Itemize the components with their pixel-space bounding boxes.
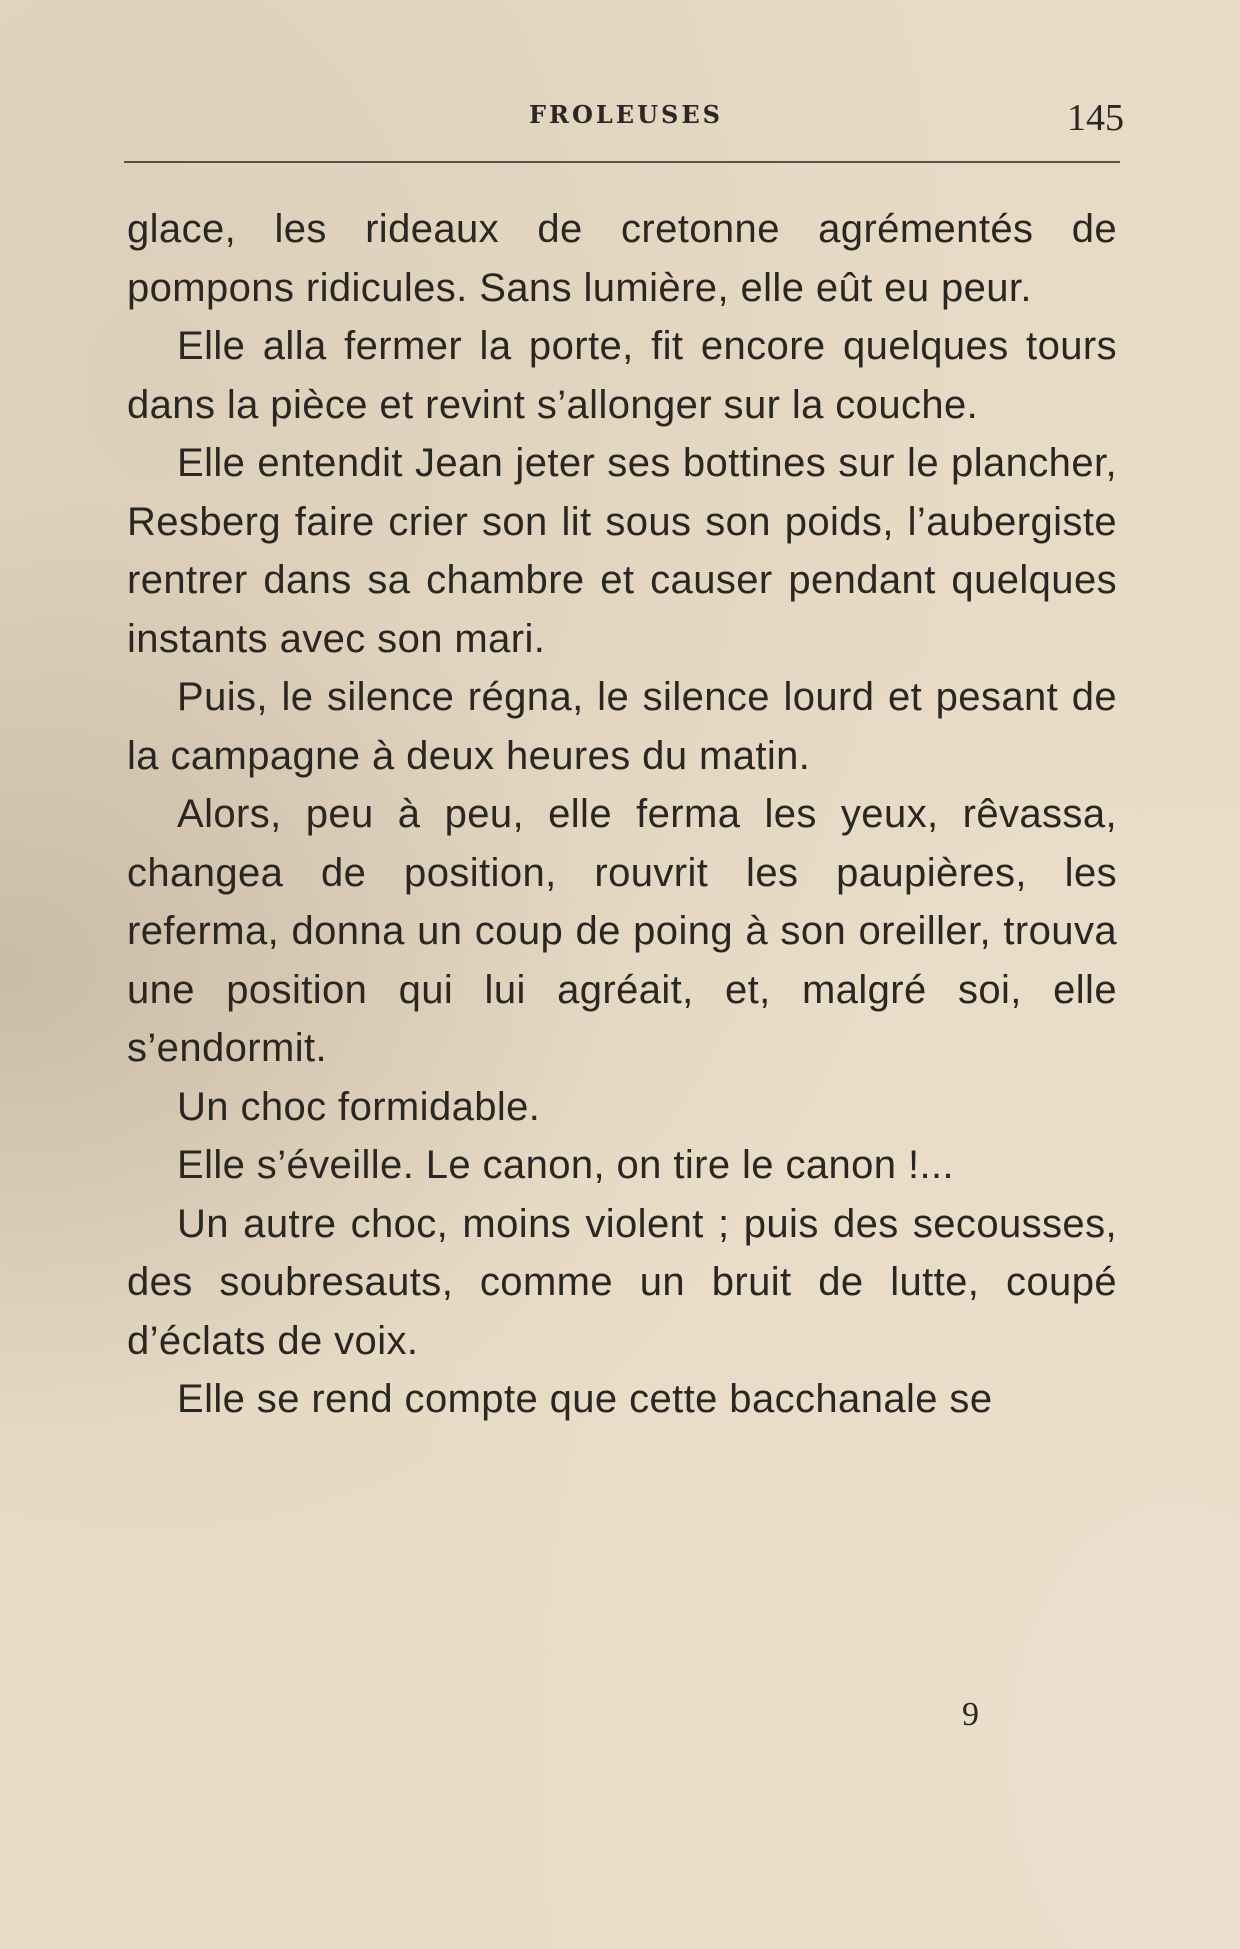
paragraph: Elle s’éveille. Le canon, on tire le canon !... — [177, 1143, 955, 1187]
header-rule — [124, 161, 1120, 163]
paragraph: Alors, peu à peu, elle ferma les yeux, rêvassa, changea de position, rouvrit les paupières, les referma, donna un coup de poing à son oreiller, trouva une position qui lui agréait, et, malgré soi, elle s’endormit. — [127, 792, 1117, 1070]
paragraph: glace, les rideaux de cretonne agrémentés de pompons ridicules. Sans lumière, elle eût eu peur. — [127, 207, 1117, 310]
body-text — [127, 200, 1117, 1429]
running-head — [128, 96, 1124, 139]
signature-mark: 9 — [962, 1696, 979, 1733]
paragraph: Elle entendit Jean jeter ses bottines sur le plancher, Resberg faire crier son lit sous son poids, l’aubergiste rentrer dans sa chambre et causer pendant quelques instants avec son mari. — [127, 441, 1117, 661]
paragraph: Puis, le silence régna, le silence lourd et pesant de la campagne à deux heures du matin. — [127, 675, 1117, 778]
paragraph: Elle alla fermer la porte, fit encore quelques tours dans la pièce et revint s’allonger sur la couche. — [127, 324, 1117, 427]
paragraph: Un choc formidable. — [177, 1084, 541, 1129]
paragraph: Elle se rend compte que cette bacchanale se — [177, 1377, 993, 1421]
page-number: 145 — [1067, 97, 1124, 139]
paragraph: Un autre choc, moins violent ; puis des secousses, des soubresauts, comme un bruit de lutte, coupé d’éclats de voix. — [127, 1201, 1117, 1363]
running-title: FROLEUSES — [529, 100, 723, 129]
